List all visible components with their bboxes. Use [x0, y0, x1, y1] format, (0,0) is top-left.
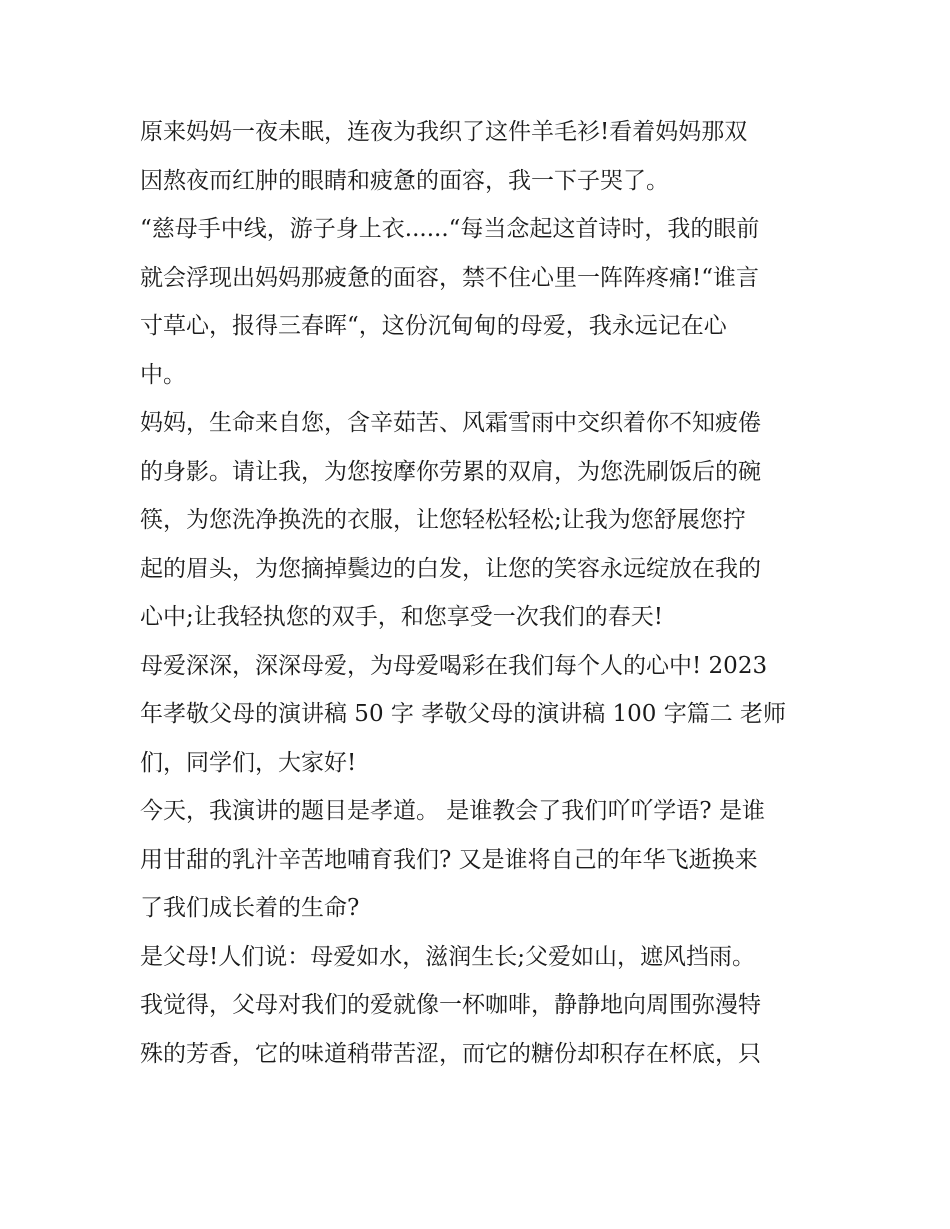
text-line: 原来妈妈一夜未眠，连夜为我织了这件羊毛衫!看着妈妈那双: [140, 119, 748, 145]
text-line: 是父母!人们说：母爱如水，滋润生长;父爱如山，遮风挡雨。: [140, 943, 755, 970]
text-line: 起的眉头，为您摘掉鬓边的白发，让您的笑容永远绽放在我的: [140, 555, 761, 582]
text-line: 就会浮现出妈妈那疲惫的面容，禁不住心里一阵阵疼痛!“谁言: [140, 264, 760, 291]
text-line: 用甘甜的乳汁辛苦地哺育我们? 又是谁将自己的年华飞逝换来: [140, 846, 758, 873]
document-body: [140, 108, 820, 1078]
text-line: 妈妈，生命来自您，含辛茹苦、风霜雪雨中交织着你不知疲倦: [140, 410, 761, 436]
text-line: 筷，为您洗净换洗的衣服，让您轻松轻松;让我为您舒展您拧: [140, 507, 746, 533]
text-line: 殊的芳香，它的味道稍带苦涩，而它的糖份却积存在杯底，只: [140, 1040, 761, 1067]
text-line: 的身影。请让我，为您按摩你劳累的双肩，为您洗刷饭后的碗: [140, 458, 761, 485]
text-line: 了我们成长着的生命?: [140, 895, 360, 921]
text-line: “慈母手中线，游子身上衣......“每当念起这首诗时，我的眼前: [140, 216, 760, 242]
text-line: 们，同学们，大家好!: [140, 749, 357, 776]
text-line: 心中;让我轻执您的双手，和您享受一次我们的春天!: [140, 604, 663, 630]
text-line: 年孝敬父母的演讲稿 50 字 孝敬父母的演讲稿 100 字篇二 老师: [140, 701, 787, 727]
text-line: 寸草心，报得三春晖“，这份沉甸甸的母爱，我永远记在心: [140, 313, 727, 339]
text-line: 因熬夜而红肿的眼睛和疲惫的面容，我一下子哭了。: [140, 167, 669, 194]
text-line: 中。: [140, 361, 186, 388]
text-line: 今天，我演讲的题目是孝道。 是谁教会了我们吖吖学语? 是谁: [140, 798, 765, 824]
text-line: 我觉得，父母对我们的爱就像一杯咖啡，静静地向周围弥漫特: [140, 992, 761, 1018]
text-line: 母爱深深，深深母爱，为母爱喝彩在我们每个人的心中! 2023: [140, 652, 768, 679]
